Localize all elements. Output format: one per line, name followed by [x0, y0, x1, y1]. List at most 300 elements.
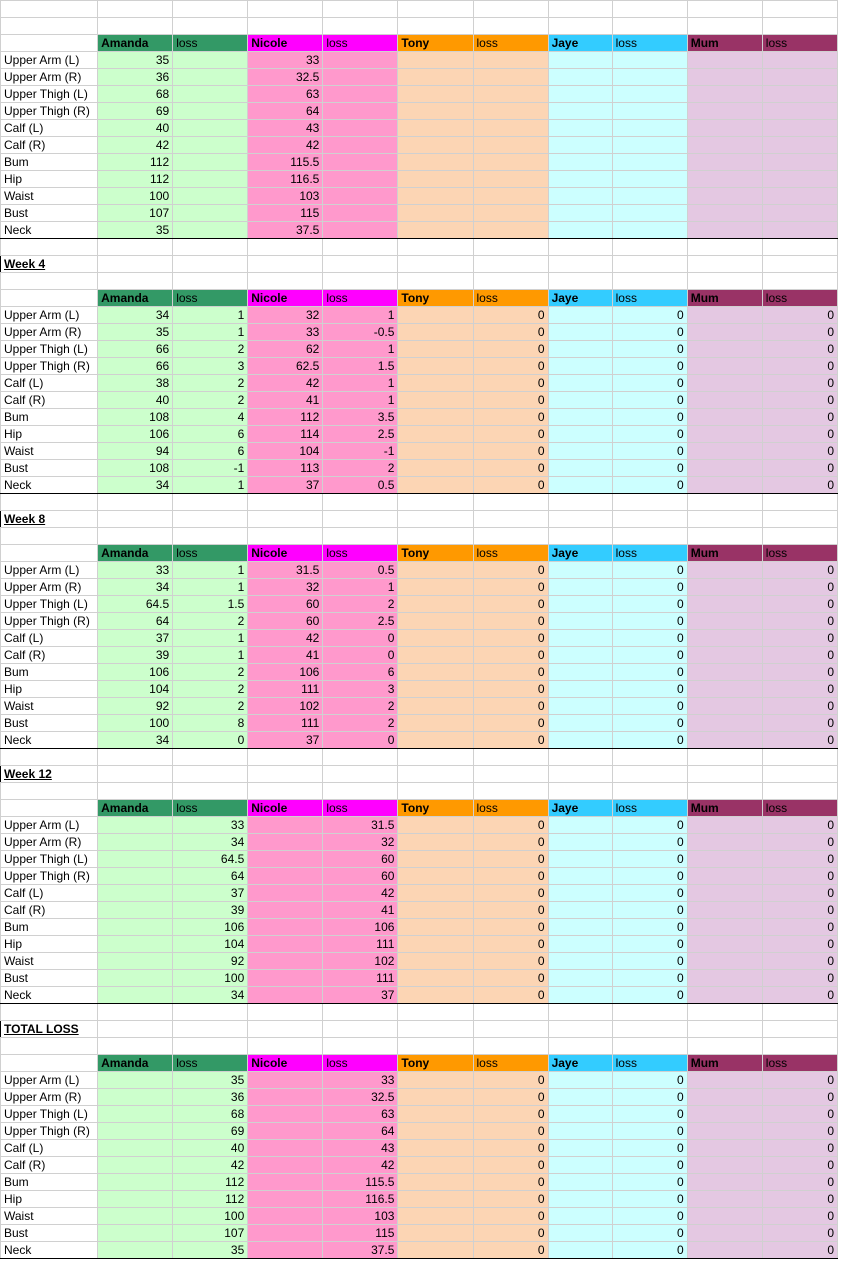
- measurement-label[interactable]: Waist: [1, 698, 98, 715]
- loss-cell-nicole[interactable]: 32: [323, 834, 398, 851]
- value-cell-mum[interactable]: [687, 154, 762, 171]
- measurement-label[interactable]: Upper Thigh (R): [1, 868, 98, 885]
- loss-header-nicole[interactable]: loss: [323, 545, 398, 562]
- value-cell-jaye[interactable]: [548, 171, 612, 188]
- empty-cell[interactable]: [473, 256, 548, 273]
- loss-cell-tony[interactable]: 0: [473, 613, 548, 630]
- value-cell-mum[interactable]: [687, 681, 762, 698]
- value-cell-tony[interactable]: [398, 919, 473, 936]
- loss-cell-amanda[interactable]: [173, 171, 248, 188]
- empty-cell[interactable]: [612, 1004, 687, 1021]
- loss-cell-mum[interactable]: [762, 137, 837, 154]
- empty-cell[interactable]: [173, 273, 248, 290]
- empty-cell[interactable]: [1, 239, 98, 256]
- value-cell-jaye[interactable]: [548, 443, 612, 460]
- loss-cell-mum[interactable]: 0: [762, 987, 837, 1004]
- empty-cell[interactable]: [398, 511, 473, 528]
- value-cell-nicole[interactable]: 41: [248, 392, 323, 409]
- loss-cell-tony[interactable]: [473, 205, 548, 222]
- value-cell-tony[interactable]: [398, 732, 473, 749]
- empty-cell[interactable]: [248, 783, 323, 800]
- empty-cell[interactable]: [473, 511, 548, 528]
- value-cell-tony[interactable]: [398, 426, 473, 443]
- value-cell-mum[interactable]: [687, 902, 762, 919]
- loss-cell-tony[interactable]: 0: [473, 970, 548, 987]
- value-cell-nicole[interactable]: [248, 1191, 323, 1208]
- value-cell-mum[interactable]: [687, 1140, 762, 1157]
- value-cell-jaye[interactable]: [548, 307, 612, 324]
- value-cell-nicole[interactable]: [248, 885, 323, 902]
- loss-cell-amanda[interactable]: 2: [173, 392, 248, 409]
- value-cell-mum[interactable]: [687, 120, 762, 137]
- value-cell-nicole[interactable]: [248, 987, 323, 1004]
- loss-cell-mum[interactable]: 0: [762, 834, 837, 851]
- loss-header-mum[interactable]: loss: [762, 1055, 837, 1072]
- empty-cell[interactable]: [398, 1004, 473, 1021]
- measurement-label[interactable]: Waist: [1, 443, 98, 460]
- empty-cell[interactable]: [248, 18, 323, 35]
- value-cell-nicole[interactable]: 63: [248, 86, 323, 103]
- value-cell-mum[interactable]: [687, 324, 762, 341]
- loss-cell-jaye[interactable]: 0: [612, 1089, 687, 1106]
- name-header-amanda[interactable]: Amanda: [98, 35, 173, 52]
- loss-cell-nicole[interactable]: 0.5: [323, 562, 398, 579]
- value-cell-mum[interactable]: [687, 86, 762, 103]
- value-cell-nicole[interactable]: 115: [248, 205, 323, 222]
- value-cell-amanda[interactable]: 34: [98, 579, 173, 596]
- empty-cell[interactable]: [173, 18, 248, 35]
- loss-cell-jaye[interactable]: 0: [612, 1106, 687, 1123]
- loss-cell-nicole[interactable]: [323, 86, 398, 103]
- value-cell-nicole[interactable]: 60: [248, 613, 323, 630]
- section-title[interactable]: Week 8: [1, 511, 98, 528]
- loss-cell-jaye[interactable]: 0: [612, 596, 687, 613]
- value-cell-amanda[interactable]: 100: [98, 188, 173, 205]
- empty-cell[interactable]: [1, 273, 98, 290]
- loss-cell-mum[interactable]: 0: [762, 1242, 837, 1259]
- value-cell-jaye[interactable]: [548, 1140, 612, 1157]
- loss-cell-nicole[interactable]: 37.5: [323, 1242, 398, 1259]
- loss-cell-nicole[interactable]: 41: [323, 902, 398, 919]
- value-cell-jaye[interactable]: [548, 868, 612, 885]
- loss-cell-jaye[interactable]: 0: [612, 936, 687, 953]
- empty-cell[interactable]: [398, 273, 473, 290]
- section-title[interactable]: Week 12: [1, 766, 98, 783]
- loss-cell-jaye[interactable]: 0: [612, 409, 687, 426]
- loss-header-amanda[interactable]: loss: [173, 800, 248, 817]
- loss-cell-tony[interactable]: 0: [473, 698, 548, 715]
- loss-cell-tony[interactable]: [473, 103, 548, 120]
- value-cell-amanda[interactable]: 33: [98, 562, 173, 579]
- value-cell-nicole[interactable]: 114: [248, 426, 323, 443]
- value-cell-jaye[interactable]: [548, 1157, 612, 1174]
- empty-cell[interactable]: [173, 783, 248, 800]
- measurement-label[interactable]: Upper Arm (R): [1, 834, 98, 851]
- loss-header-mum[interactable]: loss: [762, 800, 837, 817]
- empty-cell[interactable]: [173, 766, 248, 783]
- measurement-label[interactable]: Bum: [1, 154, 98, 171]
- value-cell-jaye[interactable]: [548, 137, 612, 154]
- name-header-jaye[interactable]: Jaye: [548, 800, 612, 817]
- value-cell-tony[interactable]: [398, 154, 473, 171]
- loss-cell-amanda[interactable]: 0: [173, 732, 248, 749]
- measurement-label[interactable]: Upper Thigh (L): [1, 596, 98, 613]
- empty-cell[interactable]: [612, 239, 687, 256]
- loss-cell-mum[interactable]: 0: [762, 936, 837, 953]
- empty-cell[interactable]: [1, 494, 98, 511]
- empty-cell[interactable]: [548, 273, 612, 290]
- value-cell-tony[interactable]: [398, 1072, 473, 1089]
- value-cell-mum[interactable]: [687, 188, 762, 205]
- value-cell-amanda[interactable]: [98, 1225, 173, 1242]
- loss-header-tony[interactable]: loss: [473, 545, 548, 562]
- loss-cell-mum[interactable]: 0: [762, 1106, 837, 1123]
- loss-cell-amanda[interactable]: 1: [173, 579, 248, 596]
- loss-cell-mum[interactable]: 0: [762, 885, 837, 902]
- value-cell-tony[interactable]: [398, 1191, 473, 1208]
- value-cell-mum[interactable]: [687, 409, 762, 426]
- loss-cell-nicole[interactable]: 60: [323, 851, 398, 868]
- value-cell-mum[interactable]: [687, 1123, 762, 1140]
- value-cell-amanda[interactable]: 108: [98, 460, 173, 477]
- value-cell-jaye[interactable]: [548, 205, 612, 222]
- empty-cell[interactable]: [248, 1004, 323, 1021]
- loss-cell-mum[interactable]: 0: [762, 715, 837, 732]
- empty-cell[interactable]: [398, 783, 473, 800]
- value-cell-tony[interactable]: [398, 409, 473, 426]
- loss-cell-amanda[interactable]: 68: [173, 1106, 248, 1123]
- measurement-label[interactable]: Hip: [1, 936, 98, 953]
- empty-cell[interactable]: [98, 511, 173, 528]
- empty-cell[interactable]: [612, 1, 687, 18]
- loss-cell-nicole[interactable]: [323, 154, 398, 171]
- loss-cell-tony[interactable]: 0: [473, 987, 548, 1004]
- value-cell-jaye[interactable]: [548, 52, 612, 69]
- value-cell-nicole[interactable]: 113: [248, 460, 323, 477]
- value-cell-tony[interactable]: [398, 613, 473, 630]
- loss-cell-tony[interactable]: 0: [473, 834, 548, 851]
- value-cell-jaye[interactable]: [548, 579, 612, 596]
- empty-cell[interactable]: [1, 783, 98, 800]
- section-title[interactable]: Week 4: [1, 256, 98, 273]
- empty-cell[interactable]: [612, 749, 687, 766]
- loss-header-nicole[interactable]: loss: [323, 290, 398, 307]
- value-cell-tony[interactable]: [398, 120, 473, 137]
- loss-cell-nicole[interactable]: 2: [323, 596, 398, 613]
- loss-cell-amanda[interactable]: 107: [173, 1225, 248, 1242]
- value-cell-tony[interactable]: [398, 970, 473, 987]
- value-cell-amanda[interactable]: [98, 817, 173, 834]
- loss-cell-nicole[interactable]: 2.5: [323, 613, 398, 630]
- loss-cell-mum[interactable]: [762, 205, 837, 222]
- value-cell-mum[interactable]: [687, 715, 762, 732]
- empty-cell[interactable]: [1, 1004, 98, 1021]
- loss-cell-tony[interactable]: 0: [473, 715, 548, 732]
- value-cell-amanda[interactable]: 64.5: [98, 596, 173, 613]
- value-cell-tony[interactable]: [398, 69, 473, 86]
- loss-cell-mum[interactable]: 0: [762, 443, 837, 460]
- value-cell-tony[interactable]: [398, 817, 473, 834]
- loss-cell-tony[interactable]: 0: [473, 851, 548, 868]
- value-cell-amanda[interactable]: 112: [98, 154, 173, 171]
- value-cell-jaye[interactable]: [548, 732, 612, 749]
- loss-cell-jaye[interactable]: 0: [612, 953, 687, 970]
- loss-cell-tony[interactable]: 0: [473, 324, 548, 341]
- loss-cell-jaye[interactable]: 0: [612, 426, 687, 443]
- loss-header-mum[interactable]: loss: [762, 290, 837, 307]
- loss-cell-nicole[interactable]: 111: [323, 970, 398, 987]
- name-header-mum[interactable]: Mum: [687, 35, 762, 52]
- value-cell-nicole[interactable]: 102: [248, 698, 323, 715]
- value-cell-mum[interactable]: [687, 630, 762, 647]
- value-cell-tony[interactable]: [398, 630, 473, 647]
- value-cell-nicole[interactable]: [248, 1123, 323, 1140]
- loss-header-jaye[interactable]: loss: [612, 800, 687, 817]
- value-cell-jaye[interactable]: [548, 596, 612, 613]
- value-cell-jaye[interactable]: [548, 953, 612, 970]
- loss-cell-tony[interactable]: [473, 52, 548, 69]
- loss-cell-jaye[interactable]: 0: [612, 443, 687, 460]
- loss-cell-tony[interactable]: 0: [473, 1106, 548, 1123]
- value-cell-mum[interactable]: [687, 1174, 762, 1191]
- value-cell-mum[interactable]: [687, 52, 762, 69]
- measurement-label[interactable]: Upper Thigh (L): [1, 851, 98, 868]
- empty-cell[interactable]: [173, 749, 248, 766]
- value-cell-amanda[interactable]: [98, 851, 173, 868]
- value-cell-amanda[interactable]: 36: [98, 69, 173, 86]
- empty-cell[interactable]: [762, 749, 837, 766]
- empty-cell[interactable]: [687, 1021, 762, 1038]
- value-cell-nicole[interactable]: 64: [248, 103, 323, 120]
- value-cell-tony[interactable]: [398, 715, 473, 732]
- value-cell-jaye[interactable]: [548, 392, 612, 409]
- loss-cell-nicole[interactable]: 42: [323, 1157, 398, 1174]
- measurement-label[interactable]: Upper Thigh (R): [1, 1123, 98, 1140]
- empty-cell[interactable]: [687, 1004, 762, 1021]
- value-cell-mum[interactable]: [687, 341, 762, 358]
- loss-cell-tony[interactable]: 0: [473, 919, 548, 936]
- empty-cell[interactable]: [323, 1038, 398, 1055]
- value-cell-jaye[interactable]: [548, 222, 612, 239]
- loss-cell-tony[interactable]: 0: [473, 392, 548, 409]
- loss-cell-mum[interactable]: [762, 171, 837, 188]
- value-cell-mum[interactable]: [687, 936, 762, 953]
- loss-cell-nicole[interactable]: 102: [323, 953, 398, 970]
- loss-cell-nicole[interactable]: 43: [323, 1140, 398, 1157]
- empty-cell[interactable]: [398, 239, 473, 256]
- value-cell-mum[interactable]: [687, 647, 762, 664]
- measurement-label[interactable]: Upper Arm (L): [1, 562, 98, 579]
- measurement-label[interactable]: Calf (L): [1, 885, 98, 902]
- empty-cell[interactable]: [473, 749, 548, 766]
- value-cell-mum[interactable]: [687, 851, 762, 868]
- empty-cell[interactable]: [173, 1021, 248, 1038]
- loss-cell-tony[interactable]: [473, 69, 548, 86]
- measurement-label[interactable]: Bust: [1, 715, 98, 732]
- loss-cell-tony[interactable]: 0: [473, 426, 548, 443]
- empty-cell[interactable]: [173, 1, 248, 18]
- value-cell-tony[interactable]: [398, 868, 473, 885]
- value-cell-mum[interactable]: [687, 919, 762, 936]
- value-cell-nicole[interactable]: [248, 1157, 323, 1174]
- value-cell-nicole[interactable]: [248, 817, 323, 834]
- value-cell-amanda[interactable]: 104: [98, 681, 173, 698]
- value-cell-mum[interactable]: [687, 69, 762, 86]
- loss-cell-mum[interactable]: 0: [762, 1157, 837, 1174]
- empty-cell[interactable]: [98, 1021, 173, 1038]
- empty-cell[interactable]: [548, 783, 612, 800]
- loss-cell-jaye[interactable]: [612, 52, 687, 69]
- empty-cell[interactable]: [248, 256, 323, 273]
- loss-cell-jaye[interactable]: 0: [612, 698, 687, 715]
- loss-header-jaye[interactable]: loss: [612, 545, 687, 562]
- empty-cell[interactable]: [473, 273, 548, 290]
- loss-cell-tony[interactable]: 0: [473, 1225, 548, 1242]
- measurement-label[interactable]: Calf (L): [1, 120, 98, 137]
- measurement-label[interactable]: Upper Arm (L): [1, 52, 98, 69]
- loss-cell-tony[interactable]: 0: [473, 953, 548, 970]
- value-cell-jaye[interactable]: [548, 681, 612, 698]
- empty-cell[interactable]: [98, 239, 173, 256]
- loss-cell-jaye[interactable]: 0: [612, 1072, 687, 1089]
- value-cell-nicole[interactable]: 31.5: [248, 562, 323, 579]
- value-cell-amanda[interactable]: 94: [98, 443, 173, 460]
- empty-cell[interactable]: [98, 783, 173, 800]
- empty-cell[interactable]: [98, 18, 173, 35]
- loss-cell-amanda[interactable]: 35: [173, 1072, 248, 1089]
- value-cell-mum[interactable]: [687, 460, 762, 477]
- loss-cell-tony[interactable]: 0: [473, 1242, 548, 1259]
- value-cell-jaye[interactable]: [548, 1191, 612, 1208]
- empty-cell[interactable]: [762, 273, 837, 290]
- empty-cell[interactable]: [762, 239, 837, 256]
- value-cell-nicole[interactable]: [248, 868, 323, 885]
- loss-cell-nicole[interactable]: 32.5: [323, 1089, 398, 1106]
- loss-cell-nicole[interactable]: 37: [323, 987, 398, 1004]
- loss-cell-jaye[interactable]: [612, 69, 687, 86]
- empty-cell[interactable]: [687, 256, 762, 273]
- loss-cell-jaye[interactable]: 0: [612, 341, 687, 358]
- loss-cell-jaye[interactable]: 0: [612, 715, 687, 732]
- value-cell-amanda[interactable]: [98, 1174, 173, 1191]
- loss-cell-mum[interactable]: 0: [762, 1089, 837, 1106]
- loss-cell-tony[interactable]: 0: [473, 868, 548, 885]
- empty-cell[interactable]: [612, 1021, 687, 1038]
- loss-cell-jaye[interactable]: 0: [612, 664, 687, 681]
- value-cell-tony[interactable]: [398, 1140, 473, 1157]
- empty-cell[interactable]: [98, 1, 173, 18]
- empty-cell[interactable]: [687, 766, 762, 783]
- value-cell-tony[interactable]: [398, 324, 473, 341]
- loss-cell-amanda[interactable]: [173, 188, 248, 205]
- value-cell-nicole[interactable]: [248, 1174, 323, 1191]
- value-cell-mum[interactable]: [687, 205, 762, 222]
- loss-cell-jaye[interactable]: 0: [612, 579, 687, 596]
- value-cell-jaye[interactable]: [548, 647, 612, 664]
- empty-cell[interactable]: [473, 1004, 548, 1021]
- loss-cell-nicole[interactable]: [323, 137, 398, 154]
- name-header-tony[interactable]: Tony: [398, 35, 473, 52]
- value-cell-tony[interactable]: [398, 596, 473, 613]
- value-cell-jaye[interactable]: [548, 460, 612, 477]
- loss-cell-mum[interactable]: 0: [762, 307, 837, 324]
- measurement-label[interactable]: Bust: [1, 970, 98, 987]
- value-cell-mum[interactable]: [687, 477, 762, 494]
- name-header-mum[interactable]: Mum: [687, 800, 762, 817]
- empty-cell[interactable]: [398, 494, 473, 511]
- value-cell-amanda[interactable]: 40: [98, 120, 173, 137]
- value-cell-tony[interactable]: [398, 1106, 473, 1123]
- loss-cell-mum[interactable]: 0: [762, 358, 837, 375]
- value-cell-tony[interactable]: [398, 205, 473, 222]
- value-cell-tony[interactable]: [398, 1208, 473, 1225]
- loss-cell-jaye[interactable]: 0: [612, 970, 687, 987]
- empty-cell[interactable]: [687, 528, 762, 545]
- name-header-amanda[interactable]: Amanda: [98, 290, 173, 307]
- value-cell-mum[interactable]: [687, 358, 762, 375]
- header-corner-cell[interactable]: [1, 290, 98, 307]
- measurement-label[interactable]: Upper Arm (R): [1, 1089, 98, 1106]
- loss-cell-nicole[interactable]: -1: [323, 443, 398, 460]
- value-cell-jaye[interactable]: [548, 664, 612, 681]
- empty-cell[interactable]: [398, 256, 473, 273]
- loss-cell-jaye[interactable]: 0: [612, 1225, 687, 1242]
- loss-cell-amanda[interactable]: [173, 69, 248, 86]
- value-cell-jaye[interactable]: [548, 188, 612, 205]
- value-cell-nicole[interactable]: 37.5: [248, 222, 323, 239]
- loss-cell-mum[interactable]: 0: [762, 477, 837, 494]
- measurement-label[interactable]: Hip: [1, 171, 98, 188]
- header-corner-cell[interactable]: [1, 1055, 98, 1072]
- value-cell-amanda[interactable]: [98, 1242, 173, 1259]
- header-corner-cell[interactable]: [1, 800, 98, 817]
- measurement-label[interactable]: Neck: [1, 987, 98, 1004]
- value-cell-mum[interactable]: [687, 817, 762, 834]
- loss-cell-jaye[interactable]: [612, 86, 687, 103]
- empty-cell[interactable]: [687, 239, 762, 256]
- loss-cell-jaye[interactable]: [612, 154, 687, 171]
- value-cell-nicole[interactable]: [248, 1106, 323, 1123]
- value-cell-mum[interactable]: [687, 596, 762, 613]
- loss-cell-nicole[interactable]: 1: [323, 341, 398, 358]
- loss-cell-tony[interactable]: [473, 137, 548, 154]
- loss-cell-mum[interactable]: [762, 188, 837, 205]
- empty-cell[interactable]: [323, 1021, 398, 1038]
- value-cell-mum[interactable]: [687, 1089, 762, 1106]
- value-cell-mum[interactable]: [687, 171, 762, 188]
- value-cell-jaye[interactable]: [548, 919, 612, 936]
- loss-cell-jaye[interactable]: 0: [612, 358, 687, 375]
- loss-header-amanda[interactable]: loss: [173, 35, 248, 52]
- value-cell-tony[interactable]: [398, 987, 473, 1004]
- loss-cell-jaye[interactable]: 0: [612, 868, 687, 885]
- value-cell-tony[interactable]: [398, 1123, 473, 1140]
- loss-cell-jaye[interactable]: 0: [612, 460, 687, 477]
- empty-cell[interactable]: [398, 1038, 473, 1055]
- loss-cell-amanda[interactable]: [173, 120, 248, 137]
- loss-cell-amanda[interactable]: 1: [173, 477, 248, 494]
- loss-cell-jaye[interactable]: 0: [612, 1140, 687, 1157]
- name-header-tony[interactable]: Tony: [398, 800, 473, 817]
- loss-cell-mum[interactable]: 0: [762, 1191, 837, 1208]
- loss-cell-amanda[interactable]: [173, 137, 248, 154]
- empty-cell[interactable]: [548, 749, 612, 766]
- measurement-label[interactable]: Neck: [1, 1242, 98, 1259]
- measurement-label[interactable]: Upper Thigh (L): [1, 86, 98, 103]
- value-cell-amanda[interactable]: [98, 1157, 173, 1174]
- value-cell-amanda[interactable]: [98, 902, 173, 919]
- value-cell-nicole[interactable]: 42: [248, 375, 323, 392]
